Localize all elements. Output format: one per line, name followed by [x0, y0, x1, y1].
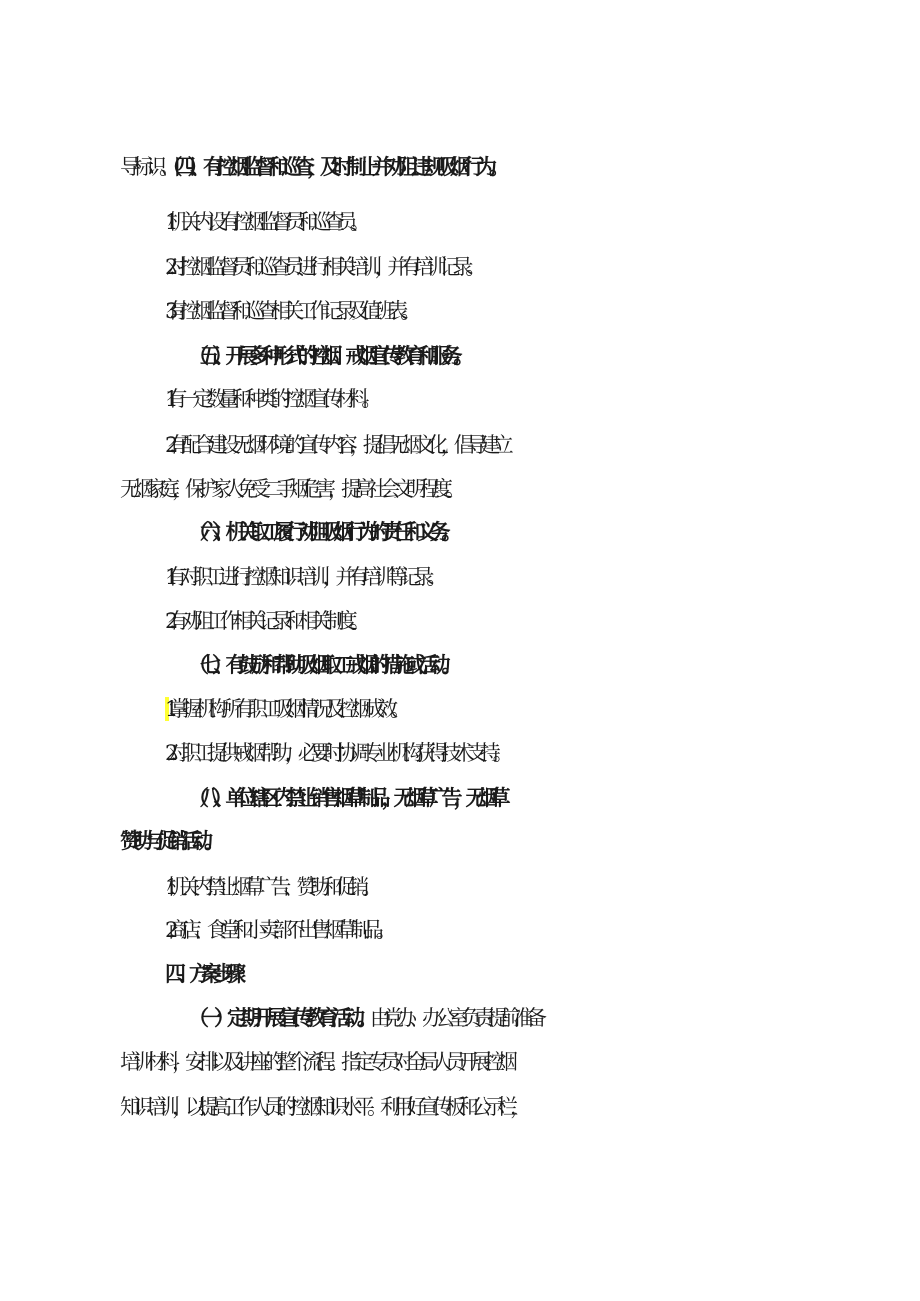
paragraph-line: 培训材料，安排以及讲座的整个流程。指定专员对全局人员开展控烟: [120, 1050, 510, 1074]
step-1-heading: （一）定期开展宣传教育活动。: [188, 1005, 370, 1030]
highlighted-marker: 1.: [165, 697, 170, 721]
step-1-text: 由党办、办公室负责提前准备: [370, 1006, 539, 1030]
paragraph-line: 知识培训，以提高工作人员的控烟知识水平。利用好宣传板和公示栏，: [120, 1095, 523, 1119]
section-7-heading: （七）、有鼓励和帮助吸烟取工戒烟的措施或活动。: [188, 652, 454, 677]
line-1-text: 导标识。: [120, 155, 172, 179]
list-item: 1 .机关内设有控烟监督员和巡查员。: [165, 210, 363, 234]
list-item-continuation: 无烟家庭，保护家人免受二手烟危害，提高社会文明程度。: [120, 477, 458, 501]
list-item: 3 . 有控烟监督和巡查相关工作记录及值班表。: [165, 299, 414, 323]
list-item-text: 掌握机构所有职工吸烟情况及控烟成效。: [169, 697, 404, 721]
list-item: 2. 对职工提供戒烟帮助，必要时协调专业机构获得技术支持。: [165, 741, 506, 765]
list-item: 2 . 对控烟监督员和巡查员进行相关培训，并有培训记录。: [165, 255, 479, 279]
list-item: 1 . 机关内禁止烟草广告、赞助和促销。: [165, 875, 375, 899]
list-item: 1 . 有一定数量和种类的控烟宣传材料。: [165, 387, 375, 411]
section-8-heading: （八）、单位辖区内禁止销售烟草制品，无烟草广告，无烟草: [188, 785, 502, 810]
section-8-heading-continuation: 赞助与促销活动。: [120, 828, 216, 853]
paragraph-line: [0, 1003, 920, 1033]
list-item: 2 .商店、食堂和小卖部不出售烟草制品。: [165, 918, 389, 942]
section-6-heading: （六）、机关取工履行劝阻吸烟行为的责任和义务。: [188, 519, 454, 544]
list-item: 1 . 有对职工进行控烟知识培训，并有培训等记录。: [165, 565, 440, 589]
list-item: 2 .有配合建设无烟环境的宣传内容，提倡无烟文化，倡导建立: [165, 433, 506, 457]
list-item: [0, 694, 920, 724]
list-item: 2 .有劝阻工作相关记录和相关制度。: [165, 609, 363, 633]
section-5-heading: （五）、开展多种形式的控烟、戒烟宣传教育和服务。: [188, 343, 466, 368]
part-4-heading: 四、方案步骤: [165, 961, 237, 986]
section-4-heading: （四）、有控烟监督和巡查，及时制止并劝阻违规吸烟行为。: [172, 154, 502, 179]
line-1: [0, 152, 920, 182]
